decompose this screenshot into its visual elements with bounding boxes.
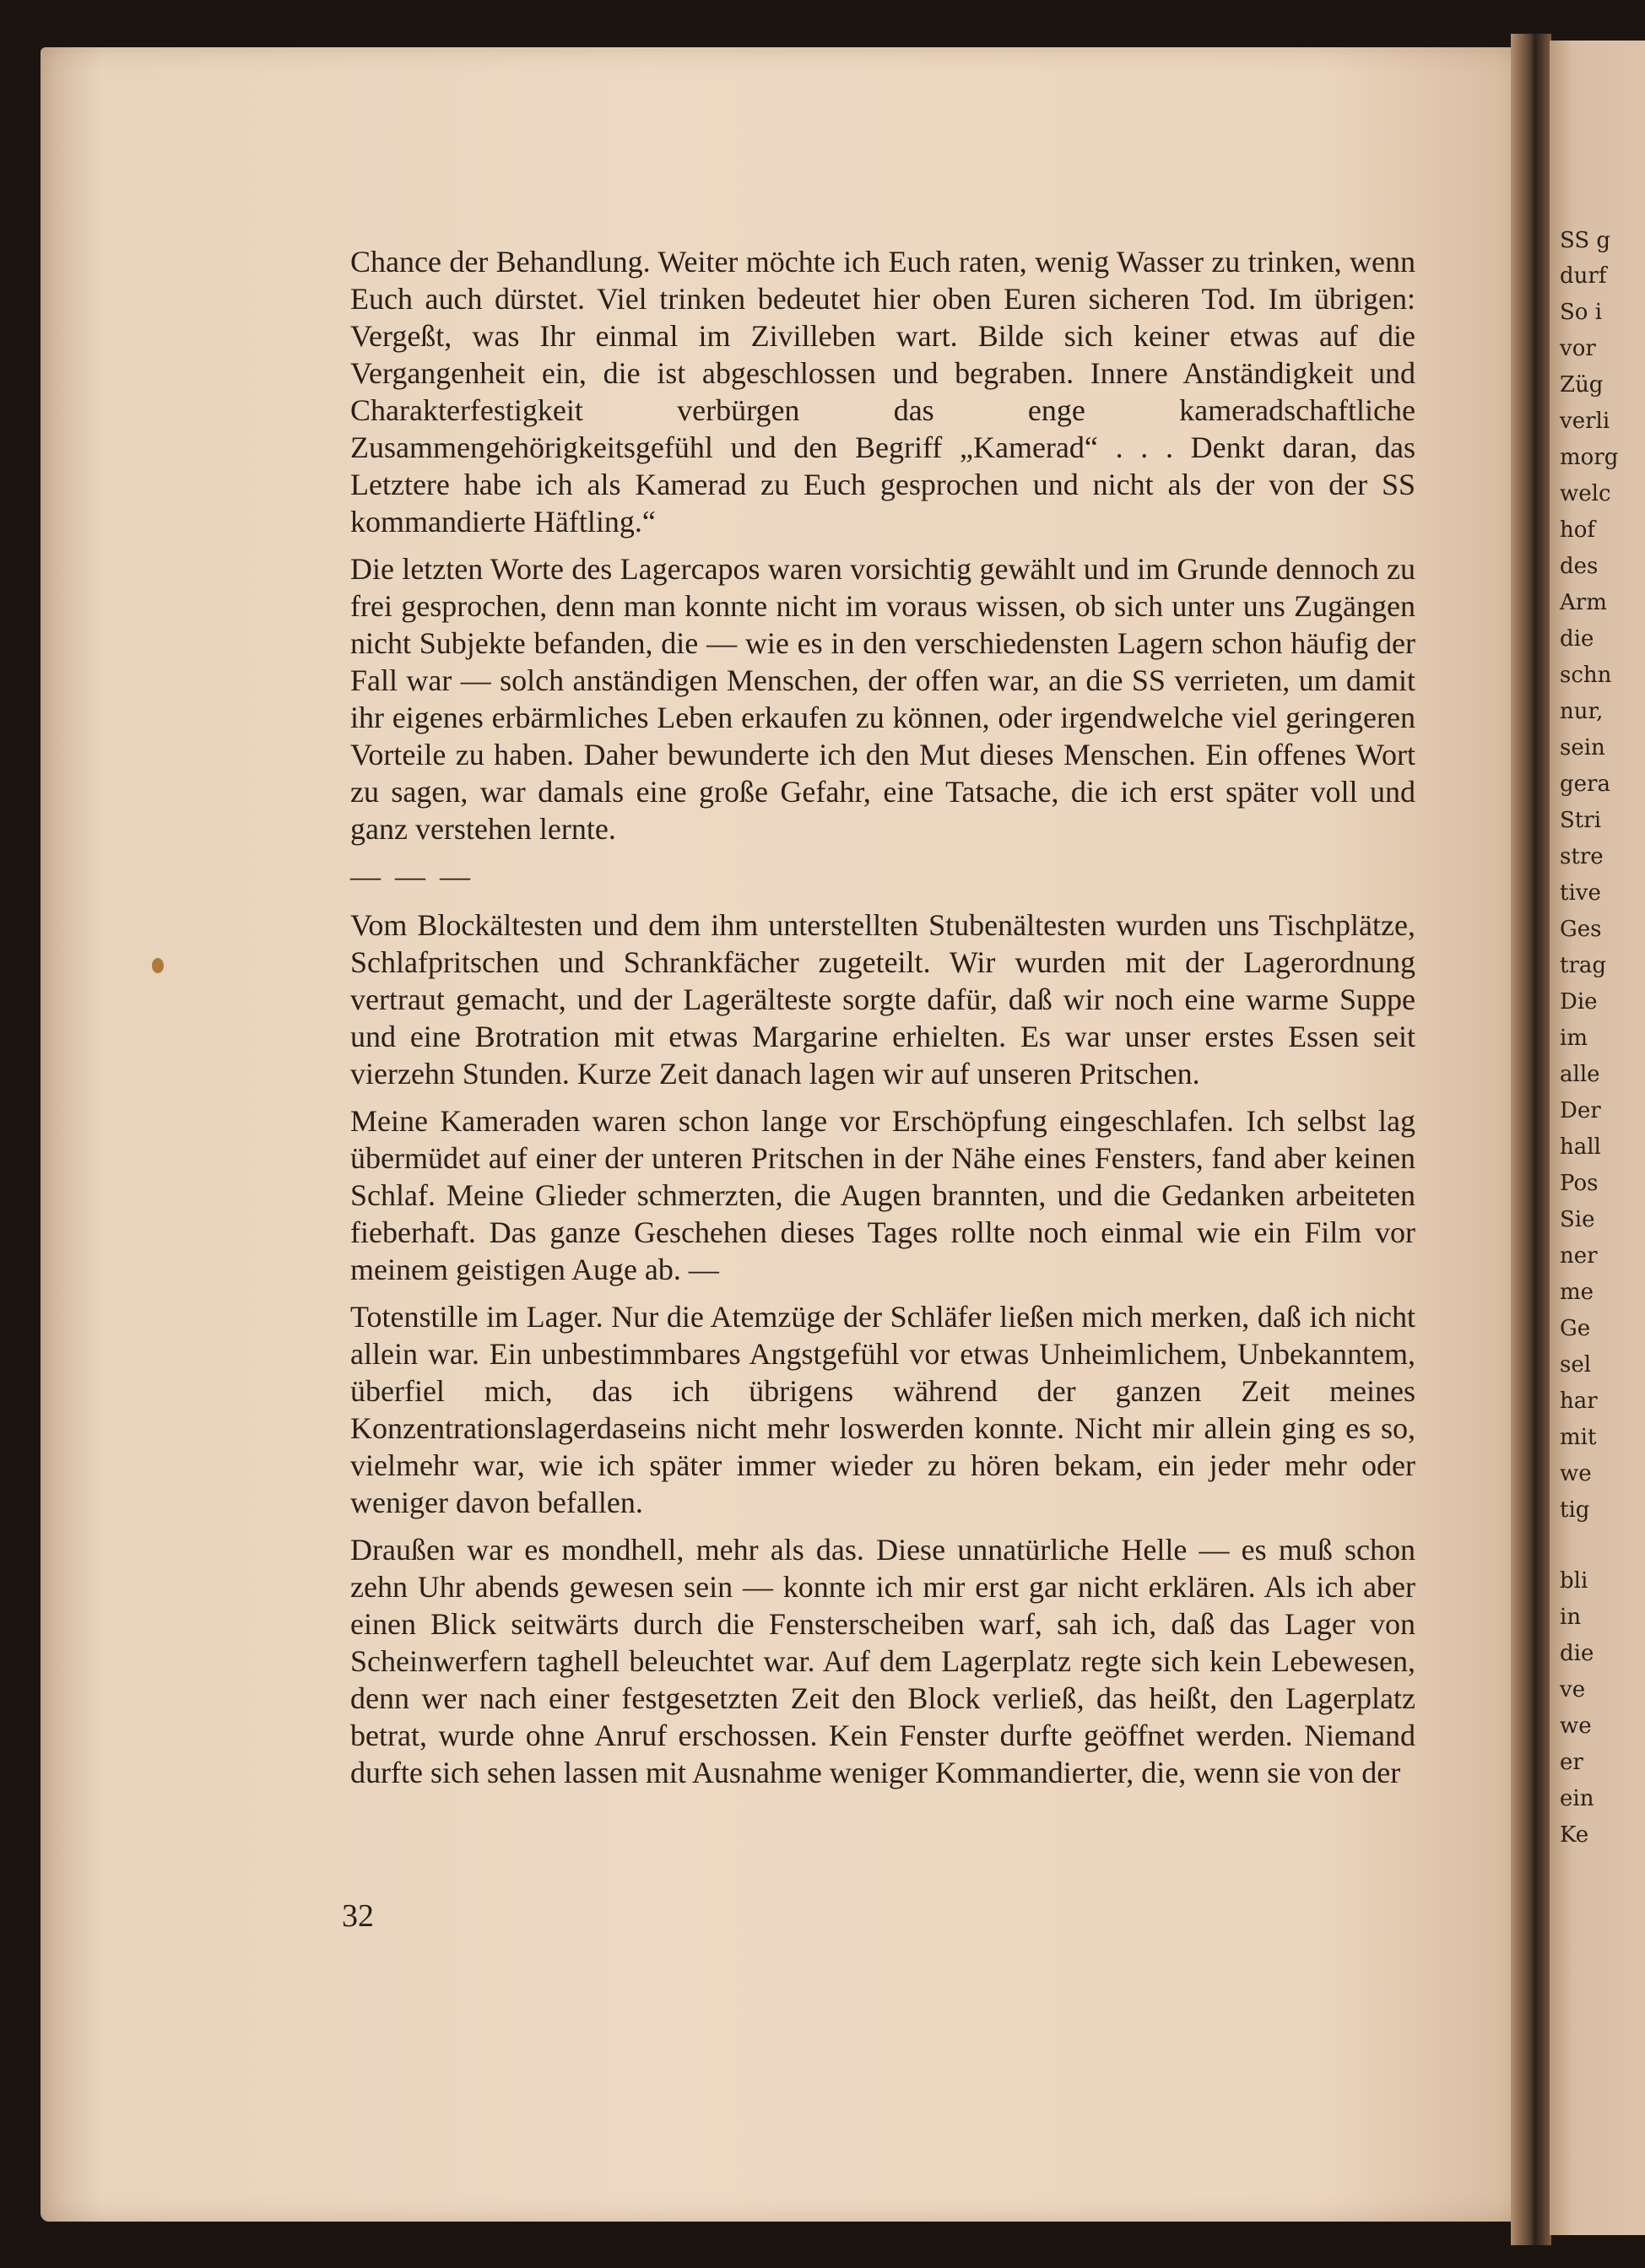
facing-page-fragment: Züg bbox=[1560, 372, 1604, 398]
facing-page-fragment: in bbox=[1560, 1605, 1582, 1630]
facing-page-fragment: we bbox=[1560, 1713, 1592, 1739]
facing-page-fragment: Ge bbox=[1560, 1316, 1591, 1341]
paragraph: Chance der Behandlung. Weiter möchte ich Euch raten, wenig Wasser zu trinken, wenn Euch auch dürstet. Viel trinken bedeutet hier oben Euren sicheren Tod. Im übrigen: Vergeßt, was Ihr einmal im Zivilleben wart. Bilde sich keiner etwas auf die Vergangenheit ein, die ist abgeschlossen und begraben. Innere Anständigkeit und Charakterfestigkeit verbürgen das enge kameradschaftliche Zusammengehörigkeitsgefühl und den Begriff „Kamerad“ . . . Denkt daran, das Letztere habe ich als Kamerad zu Euch gesprochen und nicht als der von der SS kommandierte Häftling.“ bbox=[350, 245, 1415, 539]
facing-page-fragment: die bbox=[1560, 1641, 1594, 1666]
paragraph: Vom Blockältesten und dem ihm unterstellten Stubenältesten wurden uns Tischplätze, Schlafpritschen und Schrankfächer zugeteilt. Wir wurden mit der Lagerordnung vertraut gemacht, und der Lagerälteste sorgte dafür, daß wir noch eine warme Suppe und eine Brotration mit etwas Margarine erhielten. Es war unser erstes Essen seit vierzehn Stunden. Kurze Zeit danach lagen wir auf unseren Pritschen. bbox=[350, 908, 1415, 1091]
paragraph: Meine Kameraden waren schon lange vor Erschöpfung eingeschlafen. Ich selbst lag übermüdet auf einer der unteren Pritschen in der Nähe eines Fensters, fand aber keinen Schlaf. Meine Glieder schmerzten, die Augen brannten, und die Gedanken arbeiteten fieberhaft. Das ganze Geschehen dieses Tages rollte noch einmal wie ein Film vor meinem geistigen Auge ab. — bbox=[350, 1104, 1415, 1286]
facing-page bbox=[1550, 41, 1645, 2235]
facing-page-fragment: ein bbox=[1560, 1786, 1594, 1811]
facing-page-fragment: verli bbox=[1560, 409, 1610, 434]
book-gutter bbox=[1511, 34, 1551, 2245]
facing-page-fragment: hall bbox=[1560, 1134, 1601, 1160]
section-break: — — — bbox=[350, 859, 473, 893]
facing-page-fragment: nur, bbox=[1560, 699, 1604, 724]
facing-page-fragment: alle bbox=[1560, 1062, 1600, 1087]
facing-page-fragment: morg bbox=[1560, 445, 1619, 470]
facing-page-fragment: hof bbox=[1560, 517, 1596, 543]
facing-page-fragment: welc bbox=[1560, 481, 1611, 506]
facing-page-fragment: Pos bbox=[1560, 1171, 1599, 1196]
facing-page-fragment: bli bbox=[1560, 1568, 1588, 1594]
facing-page-fragment: Ges bbox=[1560, 917, 1602, 942]
facing-page-fragment: Der bbox=[1560, 1098, 1601, 1123]
paper-speck bbox=[152, 958, 164, 973]
facing-page-fragment: des bbox=[1560, 554, 1599, 579]
facing-page-fragment: gera bbox=[1560, 771, 1610, 797]
facing-page-fragment: im bbox=[1560, 1026, 1588, 1051]
facing-page-fragment: Sie bbox=[1560, 1207, 1595, 1232]
page-number: 32 bbox=[342, 1898, 374, 1934]
facing-page-fragment: mit bbox=[1560, 1425, 1597, 1450]
facing-page-fragment: SS g bbox=[1560, 228, 1611, 253]
facing-page-fragment: stre bbox=[1560, 844, 1604, 869]
facing-page-fragment: Ke bbox=[1560, 1822, 1589, 1848]
facing-page-fragment: er bbox=[1560, 1750, 1583, 1775]
facing-page-fragment: me bbox=[1560, 1280, 1594, 1305]
paragraph: Die letzten Worte des Lagercapos waren vorsichtig gewählt und im Grunde dennoch zu frei gesprochen, denn man konnte nicht im voraus wissen, ob sich unter uns Zugängen nicht Subjekte befanden, die — wie es in den verschiedensten Lagern schon häufig der Fall war — solch anständigen Menschen, der offen war, an die SS verrieten, um damit ihr eigenes erbärmliches Leben erkaufen zu können, oder irgendwelche viel geringeren Vorteile zu haben. Daher bewunderte ich den Mut dieses Menschen. Ein offenes Wort zu sagen, war damals eine große Gefahr, eine Tatsache, die ich erst später voll und ganz verstehen lernte. bbox=[350, 552, 1415, 846]
facing-page-fragment: sel bbox=[1560, 1352, 1592, 1378]
facing-page-fragment: ve bbox=[1560, 1677, 1586, 1702]
facing-page-fragment: ner bbox=[1560, 1243, 1598, 1269]
facing-page-fragment: So i bbox=[1560, 300, 1603, 325]
facing-page-fragment: trag bbox=[1560, 953, 1607, 978]
facing-page-fragment: Stri bbox=[1560, 808, 1602, 833]
facing-page-fragment: durf bbox=[1560, 263, 1607, 289]
paragraph: Draußen war es mondhell, mehr als das. Diese unnatürliche Helle — es muß schon zehn Uhr abends gewesen sein — konnte ich mir erst gar nicht erklären. Als ich aber einen Blick seitwärts durch die Fensterscheiben warf, sah ich, daß das Lager von Scheinwerfern taghell beleuchtet war. Auf dem Lagerplatz regte sich kein Lebewesen, denn wer nach einer festgesetzten Zeit den Block verließ, das heißt, den Lagerplatz betrat, wurde ohne Anruf erschossen. Kein Fenster durfte geöffnet werden. Niemand durfte sich sehen lassen mit Ausnahme weniger Kommandierter, die, wenn sie von der bbox=[350, 1533, 1415, 1789]
facing-page-fragment: vor bbox=[1560, 336, 1596, 361]
facing-page-fragment: tig bbox=[1560, 1497, 1590, 1523]
facing-page-fragment: Die bbox=[1560, 989, 1598, 1015]
facing-page-fragment: tive bbox=[1560, 880, 1601, 906]
facing-page-fragment: Arm bbox=[1560, 590, 1607, 615]
facing-page-fragment: die bbox=[1560, 626, 1594, 652]
facing-page-fragment: har bbox=[1560, 1388, 1598, 1414]
paragraph: Totenstille im Lager. Nur die Atemzüge der Schläfer ließen mich merken, daß ich nicht allein war. Ein unbestimmbares Angstgefühl vor etwas Unheimlichem, Unbekanntem, überfiel mich, das ich übrigens während der ganzen Zeit meines Konzentrationslagerdaseins nicht mehr loswerden konnte. Nicht mir allein ging es so, vielmehr war, wie ich später immer wieder zu hören bekam, ein jeder mehr oder weniger davon befallen. bbox=[350, 1300, 1415, 1519]
facing-page-fragment: schn bbox=[1560, 663, 1612, 688]
body-text bbox=[350, 243, 1415, 1801]
facing-page-fragment: sein bbox=[1560, 735, 1605, 761]
facing-page-fragment: we bbox=[1560, 1461, 1592, 1486]
